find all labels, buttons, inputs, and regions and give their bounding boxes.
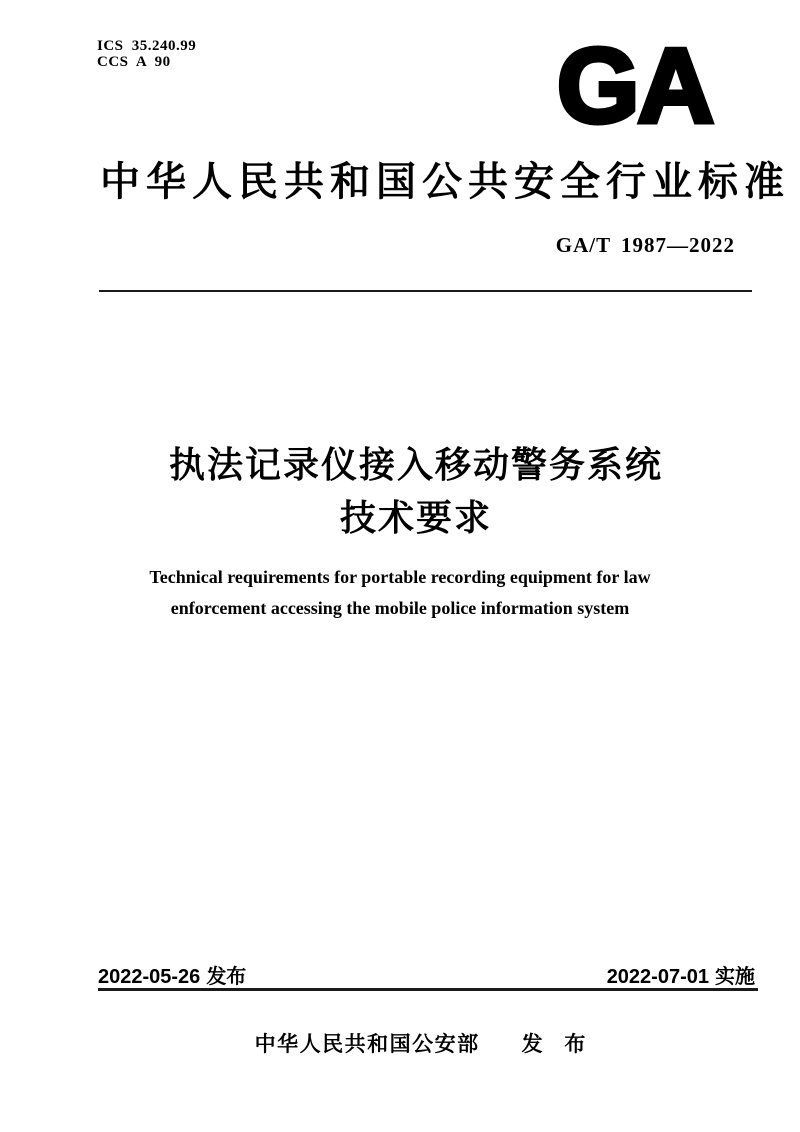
publisher-line [48,1028,800,1058]
issue-date-line [98,960,246,989]
footer-divider-rule [98,988,758,991]
document-title-en-line1: Technical requirements for portable recording equipment for law [149,567,651,587]
standard-number: GA/T 1987—2022 [555,233,735,257]
ics-code: ICS 35.240.99 [97,38,197,54]
document-title-en-line2: enforcement accessing the mobile police information system [170,598,630,618]
document-title-cn-line2: 技术要求 [339,497,492,538]
publish-label: 发 布 [521,1033,594,1056]
ccs-code: CCS A 90 [97,54,171,70]
publisher-name: 中华人民共和国公安部 [254,1033,480,1056]
classification-codes [97,38,196,70]
implementation-label: 实施 [715,966,755,988]
header-divider-rule [99,290,752,292]
ga-standard-logo: GA [557,27,712,145]
implementation-date-line [607,960,755,989]
issue-date: 2022-05-26 [98,966,201,988]
document-title-cn-line1: 执法记录仪接入移动警务系统 [168,444,663,485]
issue-label: 发布 [206,966,247,988]
implementation-date: 2022-07-01 [606,966,709,988]
standard-category-title: 中华人民共和国公共安全行业标准 [100,160,790,204]
document-title-english [0,562,800,624]
document-title-chinese [32,438,800,544]
